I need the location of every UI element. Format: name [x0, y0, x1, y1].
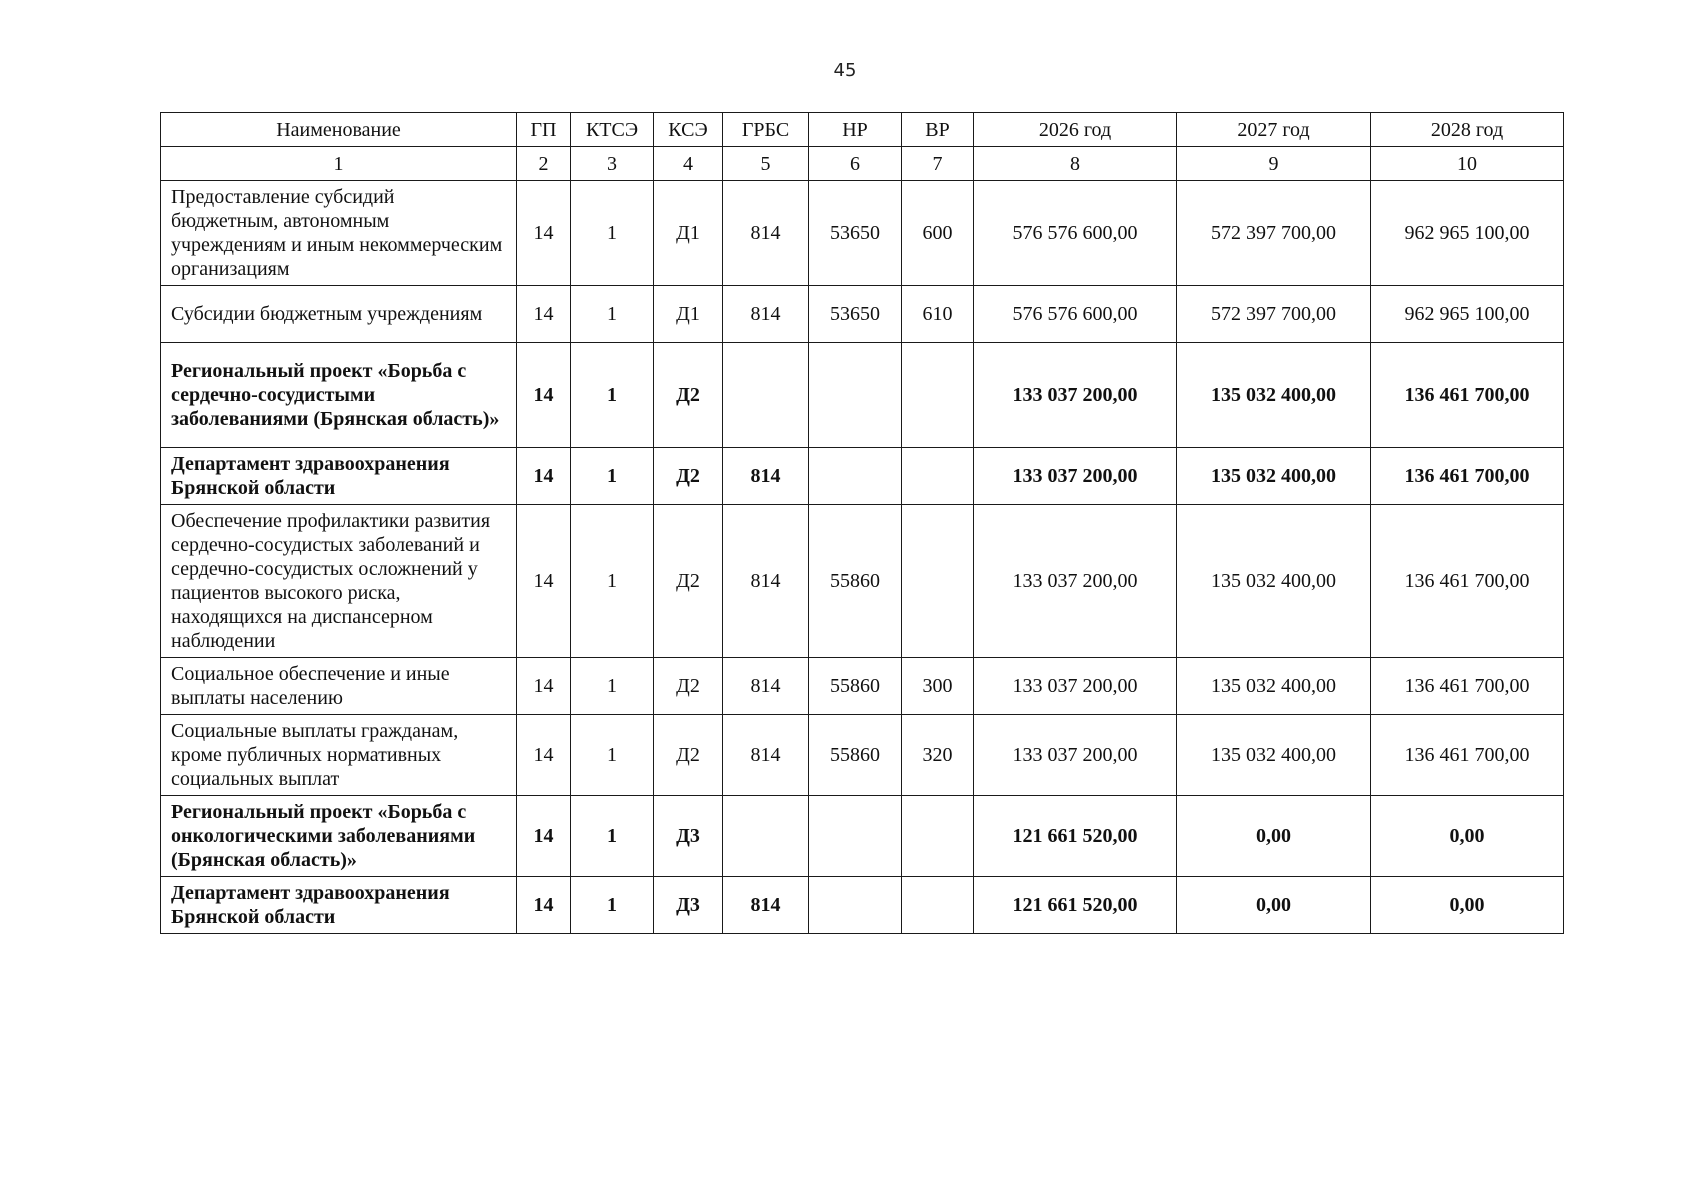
cell-2028: 962 965 100,00 — [1371, 181, 1564, 286]
cell-kse: Д1 — [654, 286, 723, 343]
cell-kse: Д3 — [654, 796, 723, 877]
table-row — [161, 796, 1564, 877]
cell-2027: 572 397 700,00 — [1177, 181, 1371, 286]
table-row — [161, 715, 1564, 796]
cell-grbs: 814 — [723, 448, 809, 505]
table-row — [161, 286, 1564, 343]
cell-vr — [902, 505, 974, 658]
cell-2028: 136 461 700,00 — [1371, 505, 1564, 658]
column-number: 2 — [517, 147, 571, 181]
cell-grbs: 814 — [723, 877, 809, 934]
cell-ktse: 1 — [571, 658, 654, 715]
cell-name: Социальное обеспечение и иные выплаты населению — [161, 658, 517, 715]
cell-gp: 14 — [517, 505, 571, 658]
cell-2028: 962 965 100,00 — [1371, 286, 1564, 343]
cell-name: Департамент здравоохранения Брянской области — [161, 877, 517, 934]
cell-vr — [902, 343, 974, 448]
cell-2028: 136 461 700,00 — [1371, 715, 1564, 796]
cell-2026: 133 037 200,00 — [974, 715, 1177, 796]
cell-2028: 136 461 700,00 — [1371, 343, 1564, 448]
cell-grbs: 814 — [723, 505, 809, 658]
cell-grbs: 814 — [723, 658, 809, 715]
column-number: 6 — [809, 147, 902, 181]
cell-name: Предоставление субсидий бюджетным, автономным учреждениям и иным некоммерческим организациям — [161, 181, 517, 286]
cell-grbs: 814 — [723, 715, 809, 796]
cell-2026: 133 037 200,00 — [974, 448, 1177, 505]
cell-2027: 135 032 400,00 — [1177, 715, 1371, 796]
cell-2026: 133 037 200,00 — [974, 505, 1177, 658]
cell-2027: 135 032 400,00 — [1177, 505, 1371, 658]
cell-gp: 14 — [517, 796, 571, 877]
cell-nr: 53650 — [809, 181, 902, 286]
cell-nr — [809, 796, 902, 877]
cell-name: Обеспечение профилактики развития сердечно-сосудистых заболеваний и сердечно-сосудистых осложнений у пациентов высокого риска, находящихся на диспансерном наблюдении — [161, 505, 517, 658]
cell-ktse: 1 — [571, 796, 654, 877]
cell-grbs — [723, 796, 809, 877]
cell-gp: 14 — [517, 181, 571, 286]
table-row — [161, 448, 1564, 505]
header-2027: 2027 год — [1177, 113, 1371, 147]
cell-2026: 121 661 520,00 — [974, 877, 1177, 934]
cell-ktse: 1 — [571, 448, 654, 505]
column-number: 3 — [571, 147, 654, 181]
cell-gp: 14 — [517, 343, 571, 448]
column-number: 1 — [161, 147, 517, 181]
cell-grbs: 814 — [723, 286, 809, 343]
cell-2028: 0,00 — [1371, 877, 1564, 934]
cell-kse: Д2 — [654, 343, 723, 448]
cell-vr — [902, 448, 974, 505]
cell-gp: 14 — [517, 286, 571, 343]
column-number: 7 — [902, 147, 974, 181]
cell-nr: 55860 — [809, 505, 902, 658]
header-2026: 2026 год — [974, 113, 1177, 147]
cell-2028: 136 461 700,00 — [1371, 448, 1564, 505]
table-row — [161, 505, 1564, 658]
cell-gp: 14 — [517, 448, 571, 505]
cell-kse: Д2 — [654, 658, 723, 715]
cell-2027: 135 032 400,00 — [1177, 343, 1371, 448]
cell-kse: Д2 — [654, 715, 723, 796]
cell-nr: 53650 — [809, 286, 902, 343]
cell-nr: 55860 — [809, 658, 902, 715]
table-row — [161, 658, 1564, 715]
cell-ktse: 1 — [571, 343, 654, 448]
cell-name: Субсидии бюджетным учреждениям — [161, 286, 517, 343]
cell-vr — [902, 796, 974, 877]
header-2028: 2028 год — [1371, 113, 1564, 147]
header-name: Наименование — [161, 113, 517, 147]
cell-gp: 14 — [517, 877, 571, 934]
header-row — [161, 113, 1564, 147]
cell-2026: 576 576 600,00 — [974, 181, 1177, 286]
cell-name: Департамент здравоохранения Брянской области — [161, 448, 517, 505]
column-number: 8 — [974, 147, 1177, 181]
cell-kse: Д3 — [654, 877, 723, 934]
cell-name: Региональный проект «Борьба с сердечно-сосудистыми заболеваниями (Брянская область)» — [161, 343, 517, 448]
cell-grbs: 814 — [723, 181, 809, 286]
column-number: 10 — [1371, 147, 1564, 181]
header-nr: НР — [809, 113, 902, 147]
header-vr: ВР — [902, 113, 974, 147]
header-ktse: КТСЭ — [571, 113, 654, 147]
cell-2026: 576 576 600,00 — [974, 286, 1177, 343]
cell-2027: 0,00 — [1177, 877, 1371, 934]
cell-vr: 300 — [902, 658, 974, 715]
table-row — [161, 343, 1564, 448]
cell-gp: 14 — [517, 658, 571, 715]
cell-ktse: 1 — [571, 877, 654, 934]
cell-2028: 0,00 — [1371, 796, 1564, 877]
cell-2027: 572 397 700,00 — [1177, 286, 1371, 343]
header-kse: КСЭ — [654, 113, 723, 147]
cell-name: Региональный проект «Борьба с онкологическими заболеваниями (Брянская область)» — [161, 796, 517, 877]
cell-nr — [809, 877, 902, 934]
cell-nr — [809, 343, 902, 448]
cell-name: Социальные выплаты гражданам, кроме публичных нормативных социальных выплат — [161, 715, 517, 796]
column-number: 9 — [1177, 147, 1371, 181]
table-row — [161, 181, 1564, 286]
cell-vr: 610 — [902, 286, 974, 343]
cell-ktse: 1 — [571, 505, 654, 658]
table-row — [161, 877, 1564, 934]
cell-grbs — [723, 343, 809, 448]
cell-2026: 121 661 520,00 — [974, 796, 1177, 877]
cell-gp: 14 — [517, 715, 571, 796]
page-number: 45 — [833, 60, 857, 81]
header-gp: ГП — [517, 113, 571, 147]
cell-vr: 320 — [902, 715, 974, 796]
cell-2026: 133 037 200,00 — [974, 343, 1177, 448]
cell-2027: 135 032 400,00 — [1177, 448, 1371, 505]
cell-2026: 133 037 200,00 — [974, 658, 1177, 715]
cell-nr: 55860 — [809, 715, 902, 796]
header-grbs: ГРБС — [723, 113, 809, 147]
cell-2028: 136 461 700,00 — [1371, 658, 1564, 715]
cell-vr — [902, 877, 974, 934]
cell-2027: 135 032 400,00 — [1177, 658, 1371, 715]
cell-vr: 600 — [902, 181, 974, 286]
cell-kse: Д2 — [654, 448, 723, 505]
cell-ktse: 1 — [571, 181, 654, 286]
column-number-row — [161, 147, 1564, 181]
column-number: 5 — [723, 147, 809, 181]
cell-kse: Д1 — [654, 181, 723, 286]
cell-nr — [809, 448, 902, 505]
cell-kse: Д2 — [654, 505, 723, 658]
column-number: 4 — [654, 147, 723, 181]
cell-2027: 0,00 — [1177, 796, 1371, 877]
cell-ktse: 1 — [571, 715, 654, 796]
cell-ktse: 1 — [571, 286, 654, 343]
budget-table — [160, 112, 1564, 934]
